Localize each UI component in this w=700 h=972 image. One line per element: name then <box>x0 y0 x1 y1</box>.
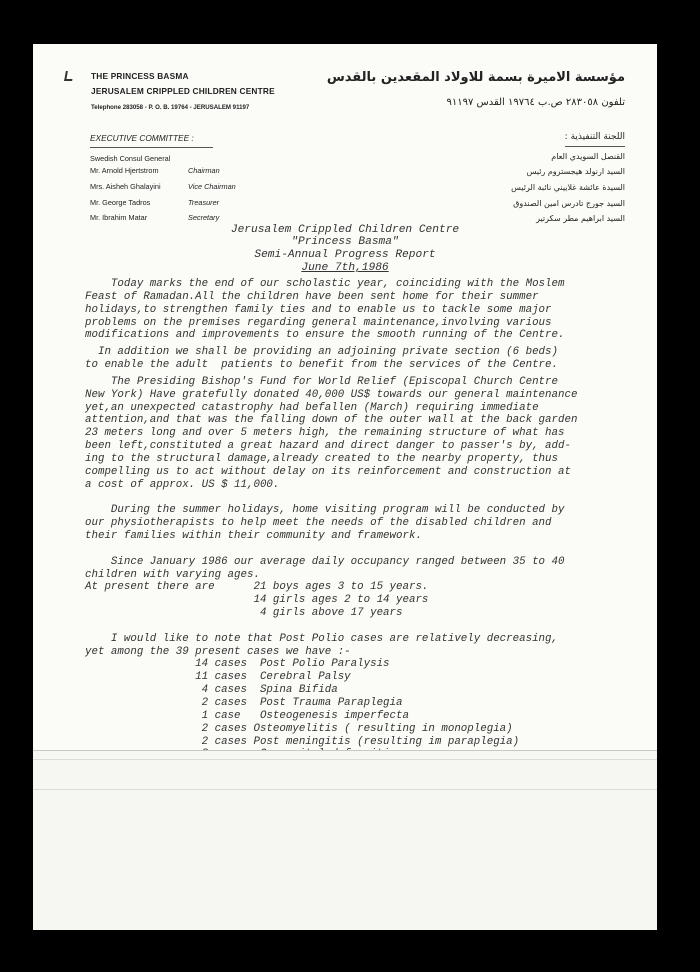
body-line: The Presiding Bishop's Fund for World Relief (Episcopal Church Centre <box>85 375 558 388</box>
body-line: In addition we shall be providing an adjoining private section (6 beds) <box>85 346 558 359</box>
report-title-line: "Princess Basma" <box>291 236 399 248</box>
body-line: Since January 1986 our average daily occupancy ranged between 35 to 40 <box>85 555 565 568</box>
letter-page <box>33 44 657 930</box>
committee-heading-underline <box>90 147 213 148</box>
committee-member-arabic: السيد ارنولد هيجستروم رئيس <box>526 167 625 176</box>
body-line: children with varying ages. <box>85 568 260 581</box>
body-line: New York) Have gratefully donated 40,000 US$ towards our general maintenance <box>85 388 578 401</box>
committee-member-name: Mr. Ibrahim Matar <box>90 213 148 222</box>
committee-member-name: Mrs. Aisheh Ghalayini <box>90 182 161 191</box>
committee-heading-arabic-underline <box>565 146 625 147</box>
committee-heading-arabic: اللجنة التنفيذية : <box>564 132 625 142</box>
report-date: June 7th,1986 <box>301 262 389 274</box>
body-line <box>85 620 577 633</box>
body-line: 1 case Osteogenesis imperfecta <box>85 709 409 722</box>
committee-member-role: Secretary <box>188 213 220 222</box>
body-line: to enable the adult patients to benefit from the services of the Centre. <box>85 359 558 372</box>
fold-line <box>33 759 657 760</box>
org-name-arabic: مؤسسة الاميرة بسمة للاولاد المقعدين بالقدس <box>326 70 625 85</box>
body-line: yet,an unexpected catastrophy had befallen (March) requiring immediate <box>85 401 539 414</box>
body-line: 14 girls ages 2 to 14 years <box>85 594 429 607</box>
committee-member-arabic: القنصل السويدي العام <box>551 152 625 161</box>
org-name-line1: THE PRINCESS BASMA <box>91 71 189 81</box>
body-line: Feast of Ramadan.All the children have been sent home for their summer <box>85 290 539 303</box>
body-line: Today marks the end of our scholastic year, coinciding with the Moslem <box>85 278 565 290</box>
committee-member-arabic: السيد ابراهيم مطر سكرتير <box>536 214 625 223</box>
report-body <box>85 278 577 761</box>
body-line: 2 cases Post Trauma Paraplegia <box>85 697 403 709</box>
fold-line <box>33 789 657 790</box>
committee-member-name: Swedish Consul General <box>90 154 171 163</box>
body-line: 2 cases Post meningitis (resulting im paraplegia) <box>85 735 520 748</box>
body-line: compelling us to act without delay on its reinforcement and construction at <box>85 465 571 478</box>
report-title-line: Semi-Annual Progress Report <box>254 249 436 261</box>
committee-member-role: Vice Chairman <box>188 182 236 191</box>
committee-member-name: Mr. George Tadros <box>90 198 151 207</box>
body-line: problems on the premises regarding general maintenance,involving various <box>85 316 552 329</box>
logo-mark-icon <box>64 71 74 81</box>
org-name-line2: JERUSALEM CRIPPLED CHILDREN CENTRE <box>91 86 275 96</box>
body-line: our physiotherapists to help meet the needs of the disabled children and <box>85 517 552 530</box>
org-contact: Telephone 283058 - P. O. B. 19764 - JERUSALEM 91197 <box>91 104 250 111</box>
body-line <box>85 492 577 505</box>
body-line: I would like to note that Post Polio cases are relatively decreasing, <box>85 632 558 645</box>
body-line: 4 girls above 17 years <box>85 607 403 620</box>
committee-member-arabic: السيد جورج تادرس امين الصندوق <box>513 199 625 208</box>
body-line: modifications and improvements to ensure the smooth running of the Centre. <box>85 329 565 342</box>
body-line: a cost of approx. US $ 11,000. <box>85 478 280 491</box>
body-line: At present there are 21 boys ages 3 to 15 years. <box>85 581 429 594</box>
committee-member-arabic: السيدة عائشة غلاييني نائبة الرئيس <box>511 183 625 192</box>
body-line: yet among the 39 present cases we have :- <box>85 645 351 658</box>
body-line: 2 cases Osteomyelitis ( resulting in monoplegia) <box>85 722 513 735</box>
body-line: 4 cases Spina Bifida <box>85 684 338 697</box>
body-line: 14 cases Post Polio Paralysis <box>85 658 390 671</box>
body-line: 11 cases Cerebral Palsy <box>85 671 351 684</box>
body-line: ing to the structural damage,already created to the nearby property, thus <box>85 452 558 465</box>
body-line: their families within their community and framework. <box>85 530 422 543</box>
committee-member-role: Treasurer <box>188 198 220 207</box>
committee-heading: EXECUTIVE COMMITTEE : <box>90 133 194 143</box>
committee-member-name: Mr. Arnold Hjertstrom <box>90 166 159 175</box>
committee-member-role: Chairman <box>188 166 220 175</box>
body-line <box>85 543 577 556</box>
body-line: holidays,to strengthen family ties and to enable us to tackle some major <box>85 303 552 316</box>
body-line: been left,constituted a great hazard and direct danger to passer's by, add- <box>85 440 571 453</box>
body-line: During the summer holidays, home visiting program will be conducted by <box>85 504 565 517</box>
paper-fold-strip <box>33 750 657 930</box>
body-line: 23 meters long and over 5 meters high, the remaining structure of what has <box>85 427 565 440</box>
org-contact-arabic: تلفون ٢٨٣٠٥٨ ص.ب ١٩٧٦٤ القدس ٩١١٩٧ <box>446 97 625 108</box>
body-line: attention,and that was the falling down of the outer wall at the back garden <box>85 414 578 427</box>
report-title-line: Jerusalem Crippled Children Centre <box>230 224 460 236</box>
